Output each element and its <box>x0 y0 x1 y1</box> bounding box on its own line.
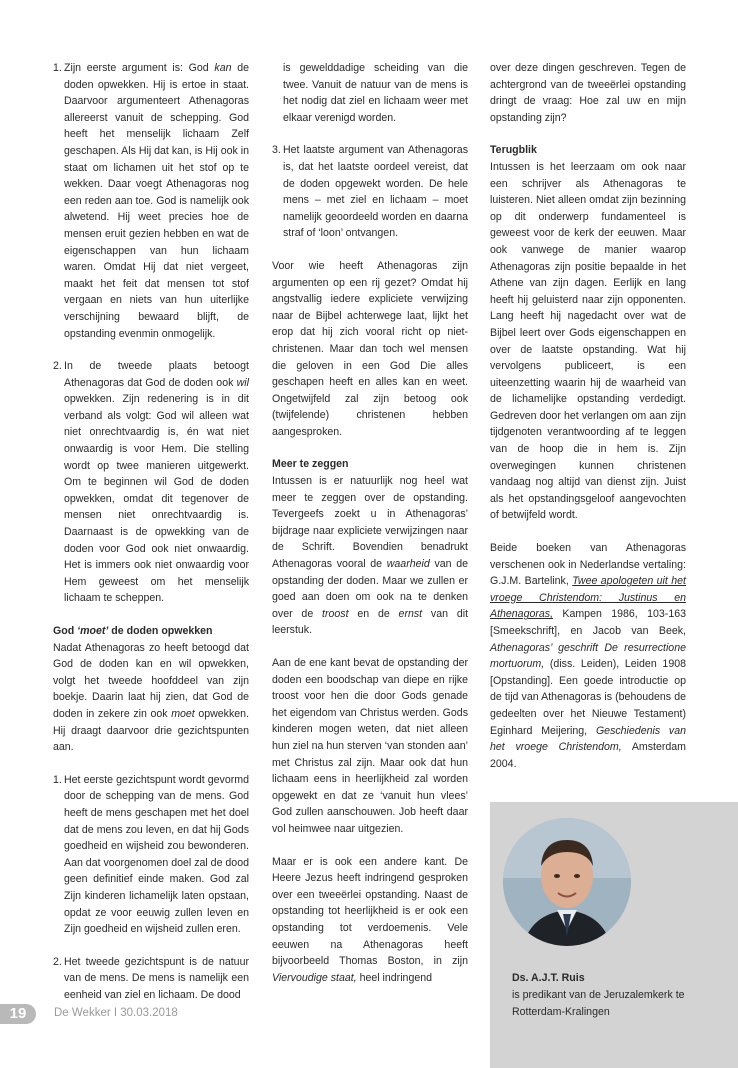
list-number: 1. <box>53 62 62 74</box>
section-heading: God ‘moet’ de doden opwekken <box>53 625 213 637</box>
author-name: Ds. A.J.T. Ruis <box>512 972 585 984</box>
list-item: 1. Het eerste gezichtspunt wordt gevormd door de schepping van de mens. God heeft de mens geschapen met het doel dat de mens zou leven, en dat hij Gods goedheid en wijsheid zou bewonderen. Aan dat voorgenomen doel zal de dood geen definitief einde maken. God zal Zijn kinderen lichamelijk laten opstaan, opdat ze voor eeuwig zullen leven en Zijn goedheid en wijsheid zullen eren. <box>53 773 249 936</box>
viewpoint-list <box>53 772 249 1004</box>
author-box <box>490 802 738 1068</box>
list-item: 3. Het laatste argument van Athenagoras is, dat het laatste oordeel vereist, dat de doden opgewekt worden. De hele mens – met ziel en lichaam – moet namelijk geoordeeld worden en daarna straf of ‘loon’ ontvangen. <box>272 144 468 240</box>
argument-list <box>53 60 249 607</box>
paragraph: Maar er is ook een andere kant. De Heere Jezus heeft indringend gesproken over een tweeërlei opstanding. Naast de opstanding tot heerlijkheid is er ook een opstanding tot verdoemenis. Vele eeuwen na Athenagoras heeft bijvoorbeeld Thomas Boston, in zijn Viervoudige staat, heel indringend <box>272 855 468 984</box>
author-description: is predikant van de Jeruzalemkerk te Rotterdam-Kralingen <box>512 989 685 1018</box>
paragraph: over deze dingen geschreven. Tegen de achtergrond van de tweeërlei opstanding dringt de vraag: Hoe zal uw en mijn opstanding zijn? <box>490 62 686 124</box>
list-item: 2. In de tweede plaats betoogt Athenagoras dat God de doden ook wil opwekken. Zijn redenering is in dit verband als volgt: God wil alleen wat niet onrechtvaardig is, én wat niet onwaardig is voor Hem. Die stelling wordt op twee manieren uitgewerkt. Om te beginnen wil God de doden opwekken, omdat dit tegenover de mensen niet onrechtvaardig is. Daarnaast is de opwekking van de doden voor God ook niet onwaardig. Het is immers ook niet onwaardig voor Hem geweest om het menselijk lichaam te scheppen. <box>53 360 249 605</box>
footer-text: De Wekker I 30.03.2018 <box>54 1007 178 1019</box>
list-number: 3. <box>272 144 281 157</box>
paragraph: Intussen is er natuurlijk nog heel wat meer te zeggen over de opstanding. Tevergeefs zoekt u in Athenagoras’ bijdrage naar expliciete verwijzingen naar de Schrift. Bovendien benadrukt Athenagoras vooral de waarheid van de opstanding der doden. Maar we zullen er goed aan doen om ook na te denken over de troost en de ernst van dit leerstuk. <box>272 475 469 637</box>
list-item: 2. Het tweede gezichtspunt is de natuur van de mens. De mens is namelijk een eenheid van ziel en lichaam. De dood <box>53 955 249 1001</box>
paragraph: Beide boeken van Athenagoras verschenen ook in Nederlandse vertaling: G.J.M. Bartelink, Twee apologeten uit het vroege Christendom: Justinus en Athenagoras, Kampen 1986, 103-163 [Smeekschrift], en Jacob van Beek, Athenagoras’ geschrift De resurrectione mortuorum, (diss. Leiden), Leiden 1908 [Opstanding]. Een goede introductie op de tijd van Athenagoras is (behoudens de gedeelten over het Nieuwe Testament) Eginhard Meijering, Geschiedenis van het vroege Christendom, Amsterdam 2004. <box>490 542 687 770</box>
column-1 <box>53 60 249 1019</box>
section-heading: Meer te zeggen <box>272 458 349 471</box>
column-2 <box>272 60 468 1002</box>
page-number: 19 <box>0 1004 36 1024</box>
list-number: 2. <box>53 360 62 373</box>
paragraph: Nadat Athenagoras zo heeft betoogd dat God de doden kan en wil opwekken, volgt het tweede hoofddeel van zijn boekje. Daarin laat hij zien, dat God de doden in zekere zin ook moet opwekken. Hij draagt daarvoor drie gezichtspunten aan. <box>53 641 250 754</box>
list-number: 2. <box>53 955 62 968</box>
list-item-continued: is gewelddadige scheiding van die twee. Vanuit de natuur van de mens is het nodig dat ziel en lichaam weer met elkaar verenigd worden. <box>283 62 468 124</box>
paragraph: Aan de ene kant bevat de opstanding der doden een boodschap van diepe en rijke troost voor hen die door Gods genade het eigendom van Christus werden. Gods kinderen mogen weten, dat niet alleen hun ziel na hun sterven ‘van stonden aan’ met Christus zal zijn. Maar ook dat hun lichaam eens in heerlijkheid zal worden opgewekt en dat ze ‘vanuit hun vlees’ God zullen aanschouwen. Job heeft daar vol heimwee naar uitgezien. <box>272 657 468 835</box>
column-3 <box>490 60 686 788</box>
paragraph: Voor wie heeft Athenagoras zijn argumenten op een rij gezet? Omdat hij angstvallig iedere expliciete verwijzing naar de Bijbel achterwege laat, lijkt het erop dat hij zich vooral richt op niet-christenen. Maar dan toch wel mensen die geloven in een God Die alles geschapen heeft en alles kan en weet. Ongetwijfeld zal zijn betoog ook (twijfelende) christenen hebben aangesproken. <box>272 259 468 438</box>
paragraph: Intussen is het leerzaam om ook naar een schrijver als Athenagoras te luisteren. Niet alleen omdat zijn bezinning op dit onderwerp fundamenteel is geweest voor de kerk der eeuwen. Maar ook vanwege de manier waarop Athenagoras zijn positie bepaalde in het Athene van zijn dagen. Eerlijk en lang heeft hij geluisterd naar zijn opponenten. Lang heeft hij nagedacht over wat de Bijbel leert over Gods eigenschappen en over de laatste opstanding. Wat hij vervolgens publiceert, is een uiteenzetting waarin hij de waarheid van de lichamelijke opstanding verdedigt. Gedreven door het verlangen om aan zijn tijdgenoten verantwoording af te leggen van de hoop die in hem is. Zijn overwegingen kunnen christenen vandaag nog altijd van dienst zijn. Juist als het opstandingsgeloof aangevochten of betwijfeld wordt. <box>490 160 686 522</box>
continued-list <box>272 60 468 242</box>
list-item: 1. Zijn eerste argument is: God kan de doden opwekken. Hij is ertoe in staat. Daarvoor argumenteert Athenagoras allereerst vanuit de schepping. God heeft het menselijk lichaam Zelf geschapen. Als Hij dat kan, is Hij ook in staat om lichamen uit het stof op te wekken. Daar voegt Athenagoras nog een reden aan toe. God is namelijk ook alwetend. Hij weet precies hoe de mensen eruit gezien hebben en wat de eigenschappen van hun lichaam waren. Omdat Hij dat niet vergeet, maakt het feit dat mensen tot stof vergaan en niets van hun uiterlijke verschijning bewaard blijft, de opstanding evenmin onmogelijk. <box>53 62 249 340</box>
author-portrait-icon <box>503 818 631 946</box>
section-heading: Terugblik <box>490 144 537 157</box>
list-number: 1. <box>53 773 62 786</box>
